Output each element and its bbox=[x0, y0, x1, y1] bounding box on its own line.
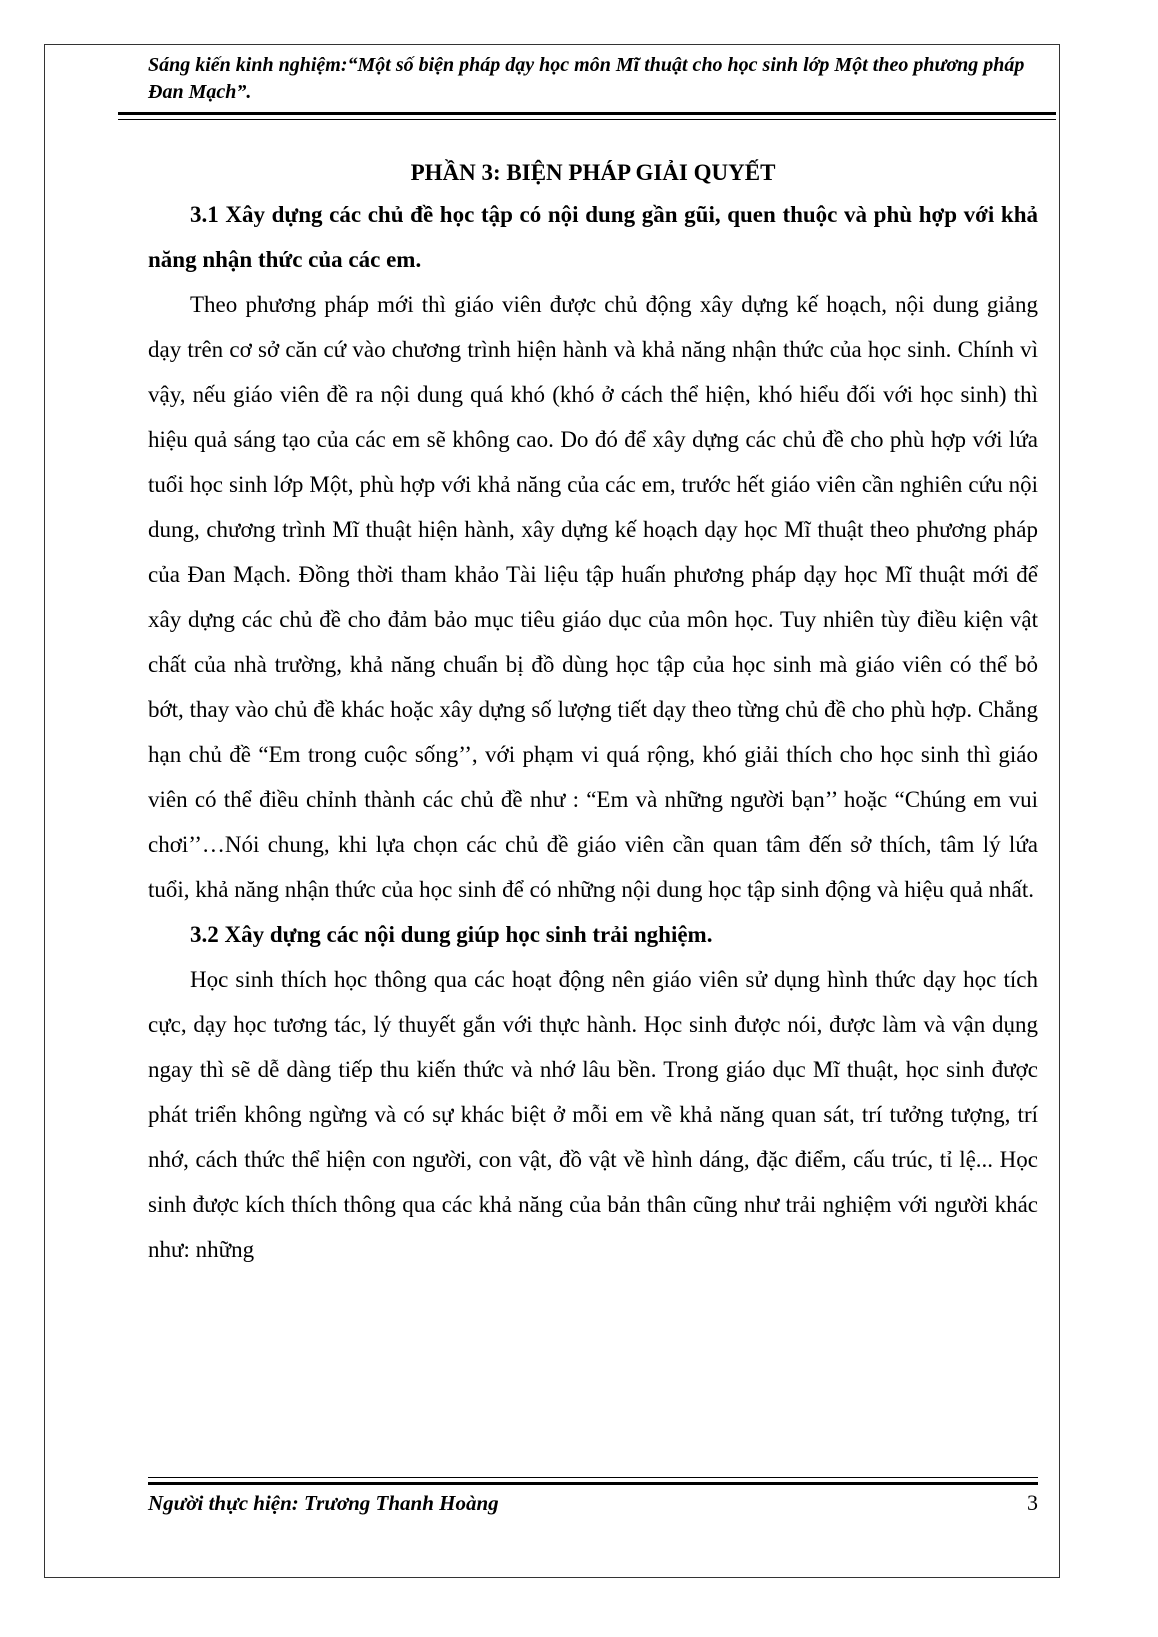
paragraph-3-1: Theo phương pháp mới thì giáo viên được chủ động xây dựng kế hoạch, nội dung giảng dạy trên cơ sở căn cứ vào chương trình hiện hành và khả năng nhận thức của học sinh. Chính vì vậy, nếu giáo viên đề ra nội dung quá khó (khó ở cách thể hiện, khó hiểu đối với học sinh) thì hiệu quả sáng tạo của các em sẽ không cao. Do đó để xây dựng các chủ đề cho phù hợp với lứa tuổi học sinh lớp Một, phù hợp với khả năng của các em, trước hết giáo viên cần nghiên cứu nội dung, chương trình Mĩ thuật hiện hành, xây dựng kế hoạch dạy học Mĩ thuật theo phương pháp của Đan Mạch. Đồng thời tham khảo Tài liệu tập huấn phương pháp dạy học Mĩ thuật mới để xây dựng các chủ đề cho đảm bảo mục tiêu giáo dục của môn học. Tuy nhiên tùy điều kiện vật chất của nhà trường, khả năng chuẩn bị đồ dùng học tập của học sinh mà giáo viên có thể bỏ bớt, thay vào chủ đề khác hoặc xây dựng số lượng tiết dạy theo từng chủ đề cho phù hợp. Chẳng hạn chủ đề “Em trong cuộc sống’’, với phạm vi quá rộng, khó giải thích cho học sinh thì giáo viên có thể điều chỉnh thành các chủ đề như : “Em và những người bạn’’ hoặc “Chúng em vui chơi’’…Nói chung, khi lựa chọn các chủ đề giáo viên cần quan tâm đến sở thích, tâm lý lứa tuổi, khả năng nhận thức của học sinh để có những nội dung học tập sinh động và hiệu quả nhất. bbox=[148, 292, 1038, 902]
header-rule-thin bbox=[118, 119, 1056, 120]
paragraph-3-2: Học sinh thích học thông qua các hoạt động nên giáo viên sử dụng hình thức dạy học tích cực, dạy học tương tác, lý thuyết gắn với thực hành. Học sinh được nói, được làm và vận dụng ngay thì sẽ dễ dàng tiếp thu kiến thức và nhớ lâu bền. Trong giáo dục Mĩ thuật, học sinh được phát triển không ngừng và có sự khác biệt ở mỗi em về khả năng quan sát, trí tưởng tượng, trí nhớ, cách thức thể hiện con người, con vật, đồ vật về hình dáng, đặc điểm, cấu trúc, tỉ lệ... Học sinh được kích thích thông qua các khả năng của bản thân cũng như trải nghiệm với người khác như: những bbox=[148, 967, 1038, 1262]
page-number: 3 bbox=[1027, 1490, 1038, 1515]
running-header: Sáng kiến kinh nghiệm:“Một số biện pháp dạy học môn Mĩ thuật cho học sinh lớp Một theo phương pháp Đan Mạch”. bbox=[148, 54, 1025, 103]
footer-rule-thin bbox=[148, 1477, 1038, 1478]
header-rule-thick bbox=[118, 112, 1056, 115]
footer-rule-thick bbox=[148, 1482, 1038, 1485]
section-title: PHẦN 3: BIỆN PHÁP GIẢI QUYẾT bbox=[410, 160, 776, 185]
heading-3-2: 3.2 Xây dựng các nội dung giúp học sinh trải nghiệm. bbox=[190, 922, 713, 947]
footer-author: Người thực hiện: Trương Thanh Hoàng bbox=[148, 1491, 499, 1515]
heading-3-1: 3.1 Xây dựng các chủ đề học tập có nội dung gần gũi, quen thuộc và phù hợp với khả năng nhận thức của các em. bbox=[148, 202, 1038, 272]
page-content bbox=[148, 180, 1038, 1272]
